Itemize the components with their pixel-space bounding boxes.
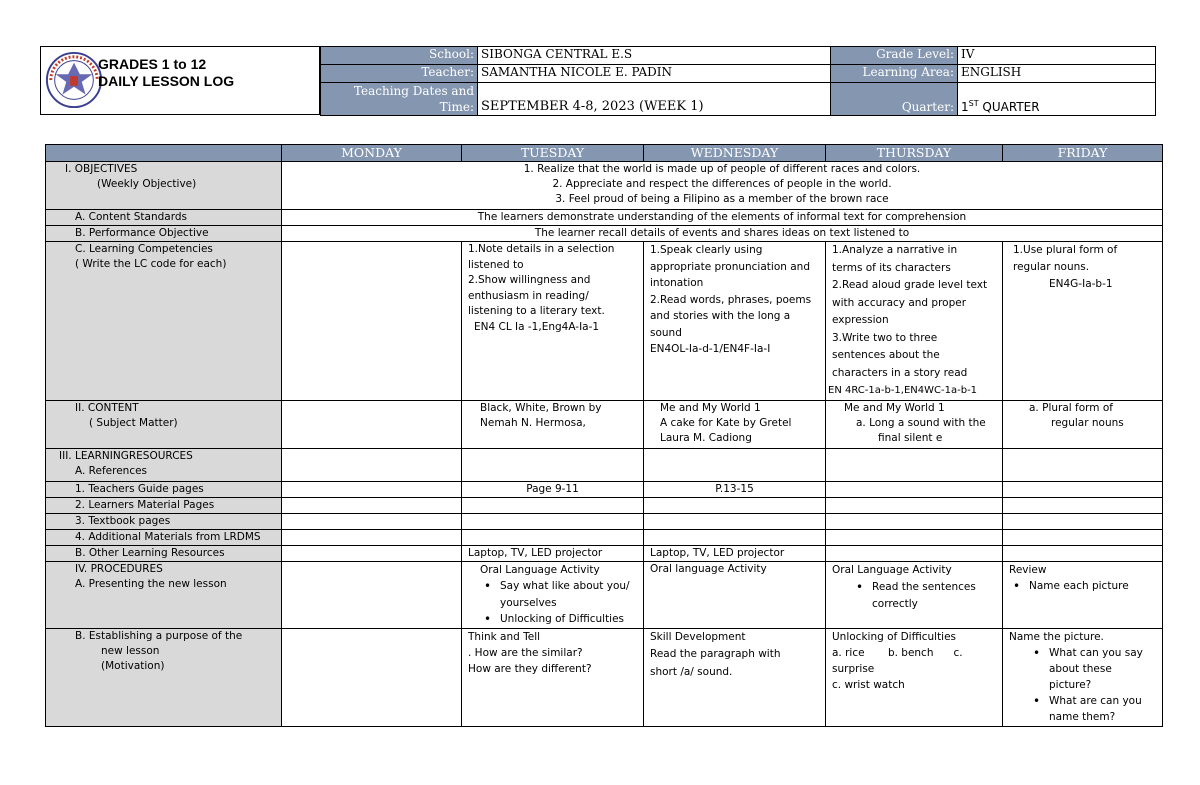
objective-2: 2. Appreciate and respect the differences of people in the world. xyxy=(552,178,892,190)
presenting-fri-title: Review xyxy=(1009,563,1047,576)
competencies-label-cell xyxy=(46,242,282,401)
establishing-fri-title: Name the picture. xyxy=(1009,630,1104,643)
quarter-label: Quarter: xyxy=(831,83,958,116)
objectives-label-cell xyxy=(46,162,282,210)
establishing-tue-line: How are they different? xyxy=(468,662,592,675)
presenting-wednesday: Oral language Activity xyxy=(644,561,826,628)
learners-material-row xyxy=(46,497,1163,513)
competencies-wednesday xyxy=(644,242,826,401)
comp-thu-line: sentences about the xyxy=(832,349,940,361)
presenting-tue-title: Oral Language Activity xyxy=(480,563,600,576)
establishing-thu-line: c. wrist watch xyxy=(832,678,905,691)
content-label-cell xyxy=(46,400,282,448)
resources-friday xyxy=(1003,448,1163,481)
teacher-label: Teacher: xyxy=(321,65,478,83)
lm-friday xyxy=(1003,497,1163,513)
content-tuesday xyxy=(462,400,644,448)
teaching-dates-label-line1: Teaching Dates and xyxy=(353,84,474,98)
am-tuesday xyxy=(462,529,644,545)
comp-tue-line: listening to a literary text. xyxy=(468,305,605,317)
grade-level-value: IV xyxy=(958,47,1156,65)
establishing-wed-line: short /a/ sound. xyxy=(650,665,733,678)
presenting-thu-bullet: • Read the sentences xyxy=(832,579,999,596)
objective-3: 3. Feel proud of being a Filipino as a member of the brown race xyxy=(555,193,889,205)
comp-thu-line: 1.Analyze a narrative in xyxy=(832,244,958,256)
establishing-wed-line: Skill Development xyxy=(650,630,746,643)
establishing-tuesday xyxy=(462,628,644,726)
content-sub: ( Subject Matter) xyxy=(89,416,178,429)
presenting-friday xyxy=(1003,561,1163,628)
establishing-fri-bullet-cont: name them? xyxy=(1049,710,1116,723)
content-wednesday xyxy=(644,400,826,448)
competencies-monday xyxy=(282,242,462,401)
day-header-row xyxy=(46,145,1163,162)
establishing-friday xyxy=(1003,628,1163,726)
grade-level-label: Grade Level: xyxy=(831,47,958,65)
performance-label-text: B. Performance Objective xyxy=(75,227,209,239)
content-standards-row xyxy=(46,210,1163,226)
comp-thu-line: expression xyxy=(832,314,889,326)
content-label: II. CONTENT xyxy=(75,401,139,414)
establishing-purpose-sub2: (Motivation) xyxy=(101,659,165,672)
comp-fri-code: EN4G-Ia-b-1 xyxy=(1049,278,1113,290)
comp-thu-line: characters in a story read xyxy=(832,366,968,379)
other-tuesday: Laptop, TV, LED projector xyxy=(462,545,644,561)
am-thursday xyxy=(826,529,1003,545)
other-resources-row xyxy=(46,545,1163,561)
comp-wed-line: intonation xyxy=(650,277,704,289)
comp-tue-code: EN4 CL Ia -1,Eng4A-Ia-1 xyxy=(474,320,600,333)
title-daily-lesson-log: DAILY LESSON LOG xyxy=(98,73,235,89)
tb-friday xyxy=(1003,513,1163,529)
presenting-thu-bullet-cont: correctly xyxy=(872,597,918,610)
tg-monday xyxy=(282,481,462,497)
tg-thursday xyxy=(826,481,1003,497)
day-wednesday: WEDNESDAY xyxy=(644,145,826,162)
content-friday xyxy=(1003,400,1163,448)
tg-wednesday: P.13-15 xyxy=(644,481,826,497)
other-thursday xyxy=(826,545,1003,561)
teaching-dates-value: SEPTEMBER 4-8, 2023 (WEEK 1) xyxy=(478,83,831,116)
content-row xyxy=(46,400,1163,448)
establishing-fri-bullet-cont: picture? xyxy=(1049,678,1092,691)
teaching-dates-label xyxy=(321,83,478,116)
am-friday xyxy=(1003,529,1163,545)
comp-thu-line: with accuracy and proper xyxy=(832,296,967,309)
establishing-tue-line: Think and Tell xyxy=(468,630,541,643)
presenting-lesson-row xyxy=(46,561,1163,628)
other-resources-label-text: B. Other Learning Resources xyxy=(75,546,225,559)
presenting-tue-bullet: • Say what like about you/ xyxy=(480,578,640,595)
resources-row xyxy=(46,448,1163,481)
content-fri-line2: regular nouns xyxy=(1051,416,1124,429)
lm-monday xyxy=(282,497,462,513)
procedures-label-cell xyxy=(46,561,282,628)
textbook-label-text: 3. Textbook pages xyxy=(75,514,171,527)
presenting-monday xyxy=(282,561,462,628)
presenting-tuesday xyxy=(462,561,644,628)
learners-material-label-text: 2. Learners Material Pages xyxy=(75,498,215,511)
tb-thursday xyxy=(826,513,1003,529)
content-standards-label-text: A. Content Standards xyxy=(75,211,188,223)
comp-wed-line: appropriate pronunciation and xyxy=(650,260,810,273)
lm-wednesday xyxy=(644,497,826,513)
presenting-fri-bullet: • Name each picture xyxy=(1009,578,1159,594)
additional-materials-label-text: 4. Additional Materials from LRDMS xyxy=(75,530,261,543)
content-wed-line: A cake for Kate by Gretel xyxy=(660,416,792,429)
comp-fri-line: 1.Use plural form of xyxy=(1013,244,1118,256)
establishing-purpose-row xyxy=(46,628,1163,726)
learners-material-label xyxy=(46,497,282,513)
comp-thu-line: 2.Read aloud grade level text xyxy=(832,279,988,291)
tb-wednesday xyxy=(644,513,826,529)
resources-label-cell xyxy=(46,448,282,481)
presenting-lesson-label: A. Presenting the new lesson xyxy=(75,577,227,590)
resources-wednesday xyxy=(644,448,826,481)
resources-tuesday xyxy=(462,448,644,481)
header-info-table xyxy=(320,46,1156,116)
resources-label: III. LEARNINGRESOURCES xyxy=(59,449,193,462)
comp-thu-code: EN 4RC-1a-b-1,EN4WC-1a-b-1 xyxy=(828,385,978,396)
establishing-fri-bullet-cont: about these xyxy=(1049,662,1112,675)
comp-wed-code: EN4OL-Ia-d-1/EN4F-Ia-I xyxy=(650,343,771,355)
am-wednesday xyxy=(644,529,826,545)
other-wednesday: Laptop, TV, LED projector xyxy=(644,545,826,561)
learning-area-label: Learning Area: xyxy=(831,65,958,83)
competencies-label: C. Learning Competencies xyxy=(75,243,213,255)
deped-seal-icon xyxy=(45,51,103,109)
teaching-dates-label-line2: Time: xyxy=(439,100,474,114)
other-resources-label xyxy=(46,545,282,561)
comp-tue-line: 2.Show willingness and xyxy=(468,274,591,286)
tg-tuesday: Page 9-11 xyxy=(462,481,644,497)
comp-tue-line: enthusiasm in reading/ xyxy=(468,289,589,302)
presenting-tue-bullet-cont: yourselves xyxy=(500,596,557,609)
procedures-label: IV. PROCEDURES xyxy=(75,562,163,575)
resources-thursday xyxy=(826,448,1003,481)
comp-fri-line: regular nouns. xyxy=(1013,261,1090,273)
content-thu-line1: Me and My World 1 xyxy=(844,401,945,414)
establishing-purpose-label: B. Establishing a purpose of the xyxy=(75,629,243,642)
tg-friday xyxy=(1003,481,1163,497)
establishing-thu-line: surprise xyxy=(832,662,875,675)
comp-wed-line: 1.Speak clearly using xyxy=(650,244,763,256)
comp-wed-line: and stories with the long a xyxy=(650,310,791,322)
day-thursday: THURSDAY xyxy=(826,145,1003,162)
objectives-items xyxy=(282,162,1163,210)
quarter-value xyxy=(958,83,1156,116)
lm-thursday xyxy=(826,497,1003,513)
teachers-guide-label xyxy=(46,481,282,497)
establishing-thu-line: Unlocking of Difficulties xyxy=(832,630,957,643)
additional-materials-label xyxy=(46,529,282,545)
resources-monday xyxy=(282,448,462,481)
quarter-suffix: ST xyxy=(968,99,979,108)
lm-tuesday xyxy=(462,497,644,513)
references-label: A. References xyxy=(75,464,148,477)
am-monday xyxy=(282,529,462,545)
tb-monday xyxy=(282,513,462,529)
content-thu-line3: final silent e xyxy=(878,431,943,444)
establishing-purpose-label-cell xyxy=(46,628,282,726)
content-fri-line1: a. Plural form of xyxy=(1029,401,1113,414)
establishing-tue-line: . How are the similar? xyxy=(468,646,583,659)
establishing-thu-line: a. rice b. bench c. xyxy=(832,646,963,659)
objectives-sub: (Weekly Objective) xyxy=(97,178,197,190)
content-standards-text: The learners demonstrate understanding of the elements of informal text for comprehension xyxy=(282,210,1163,226)
content-wed-line: Laura M. Cadiong xyxy=(660,431,752,444)
performance-text: The learner recall details of events and shares ideas on text listened to xyxy=(282,226,1163,242)
content-standards-label xyxy=(46,210,282,226)
presenting-thursday xyxy=(826,561,1003,628)
content-tue-line: Black, White, Brown by xyxy=(480,401,602,414)
learning-area-value: ENGLISH xyxy=(958,65,1156,83)
title-grades: GRADES 1 to 12 xyxy=(98,56,207,72)
establishing-purpose-sub1: new lesson xyxy=(101,644,160,657)
school-value: SIBONGA CENTRAL E.S xyxy=(478,47,831,65)
presenting-thu-title: Oral Language Activity xyxy=(832,563,952,576)
quarter-number: 1 xyxy=(961,100,969,114)
lesson-log-table xyxy=(45,144,1163,727)
content-monday xyxy=(282,400,462,448)
additional-materials-row xyxy=(46,529,1163,545)
presenting-tue-bullet: • Unlocking of Difficulties xyxy=(480,611,640,628)
content-wed-line: Me and My World 1 xyxy=(660,401,761,414)
comp-wed-line: sound xyxy=(650,326,682,339)
day-header-blank xyxy=(46,145,282,162)
day-monday: MONDAY xyxy=(282,145,462,162)
competencies-sub: ( Write the LC code for each) xyxy=(75,258,227,270)
comp-tue-line: listened to xyxy=(468,258,524,271)
competencies-friday xyxy=(1003,242,1163,401)
comp-thu-line: 3.Write two to three xyxy=(832,331,938,344)
content-thu-line2: a. Long a sound with the xyxy=(856,416,986,429)
other-monday xyxy=(282,545,462,561)
objectives-row xyxy=(46,162,1163,210)
content-tue-line: Nemah N. Hermosa, xyxy=(480,416,586,429)
competencies-tuesday xyxy=(462,242,644,401)
establishing-fri-bullet: • What are can you xyxy=(1009,693,1159,709)
school-label: School: xyxy=(321,47,478,65)
objective-1: 1. Realize that the world is made up of people of different races and colors. xyxy=(523,163,921,175)
textbook-row xyxy=(46,513,1163,529)
teachers-guide-label-text: 1. Teachers Guide pages xyxy=(75,482,204,495)
comp-wed-line: 2.Read words, phrases, poems xyxy=(650,293,812,306)
content-thursday xyxy=(826,400,1003,448)
establishing-wednesday xyxy=(644,628,826,726)
establishing-monday xyxy=(282,628,462,726)
objectives-label: I. OBJECTIVES xyxy=(65,163,138,175)
other-friday xyxy=(1003,545,1163,561)
teacher-value: SAMANTHA NICOLE E. PADIN xyxy=(478,65,831,83)
performance-label xyxy=(46,226,282,242)
day-tuesday: TUESDAY xyxy=(462,145,644,162)
competencies-thursday xyxy=(826,242,1003,401)
quarter-text: QUARTER xyxy=(978,100,1040,114)
establishing-thursday xyxy=(826,628,1003,726)
performance-row xyxy=(46,226,1163,242)
textbook-label xyxy=(46,513,282,529)
day-friday: FRIDAY xyxy=(1003,145,1163,162)
establishing-fri-bullet: • What can you say xyxy=(1009,645,1159,661)
teachers-guide-row xyxy=(46,481,1163,497)
tb-tuesday xyxy=(462,513,644,529)
header-title-box xyxy=(40,46,320,115)
comp-tue-line: 1.Note details in a selection xyxy=(468,243,615,255)
establishing-wed-line: Read the paragraph with xyxy=(650,648,781,660)
comp-thu-line: terms of its characters xyxy=(832,261,951,274)
competencies-row xyxy=(46,242,1163,401)
